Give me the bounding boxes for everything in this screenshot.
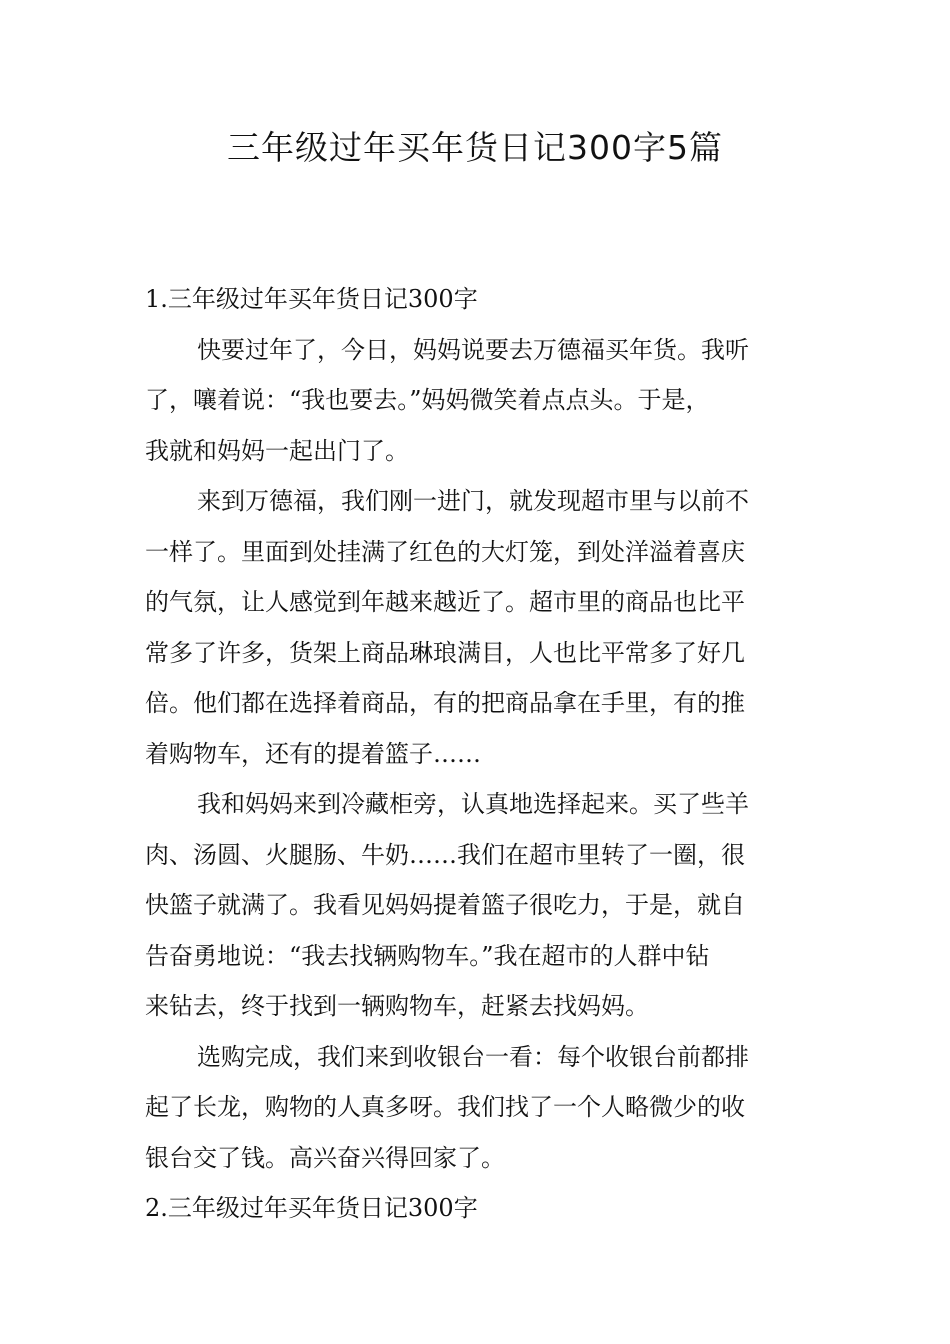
text-line: 告奋勇地说：“我去找辆购物车。”我在超市的人群中钻 bbox=[145, 941, 710, 970]
text-line: 一样了。里面到处挂满了红色的大灯笼，到处洋溢着喜庆 bbox=[145, 537, 745, 566]
text-line: 快篮子就满了。我看见妈妈提着篮子很吃力，于是，就自 bbox=[145, 891, 745, 919]
paragraph bbox=[145, 476, 810, 779]
text-line: 来到万德福，我们刚一进门，就发现超市里与以前不 bbox=[197, 487, 749, 515]
text-line: 我就和妈妈一起出门了。 bbox=[145, 436, 409, 465]
text-line: 了，嚷着说：“我也要去。”妈妈微笑着点点头。于是， bbox=[145, 386, 710, 414]
document-body bbox=[145, 274, 810, 1234]
text-line: 的气氛，让人感觉到年越来越近了。超市里的商品也比平 bbox=[145, 588, 745, 616]
paragraph bbox=[145, 779, 810, 1032]
text-line: 快要过年了，今日，妈妈说要去万德福买年货。我听 bbox=[197, 335, 749, 364]
section-heading: 2.三年级过年买年货日记300字 bbox=[145, 1194, 478, 1222]
section-2 bbox=[145, 1183, 810, 1234]
text-line: 我和妈妈来到冷藏柜旁，认真地选择起来。买了些羊 bbox=[197, 790, 749, 818]
text-line: 银台交了钱。高兴奋兴得回家了。 bbox=[145, 1143, 505, 1172]
section-1 bbox=[145, 274, 810, 1183]
paragraph bbox=[145, 1032, 810, 1184]
section-heading: 1.三年级过年买年货日记300字 bbox=[145, 285, 478, 313]
text-line: 常多了许多，货架上商品琳琅满目，人也比平常多了好几 bbox=[145, 638, 745, 667]
text-line: 起了长龙，购物的人真多呀。我们找了一个人略微少的收 bbox=[145, 1093, 745, 1121]
text-line: 倍。他们都在选择着商品，有的把商品拿在手里，有的推 bbox=[145, 689, 745, 717]
text-line: 着购物车，还有的提着篮子…… bbox=[145, 739, 481, 768]
text-line: 肉、汤圆、火腿肠、牛奶……我们在超市里转了一圈，很 bbox=[145, 840, 745, 869]
document-title: 三年级过年买年货日记300字5篇 bbox=[227, 128, 723, 167]
paragraph bbox=[145, 325, 810, 477]
text-line: 来钻去，终于找到一辆购物车，赶紧去找妈妈。 bbox=[145, 992, 649, 1020]
text-line: 选购完成，我们来到收银台一看：每个收银台前都排 bbox=[197, 1042, 749, 1071]
